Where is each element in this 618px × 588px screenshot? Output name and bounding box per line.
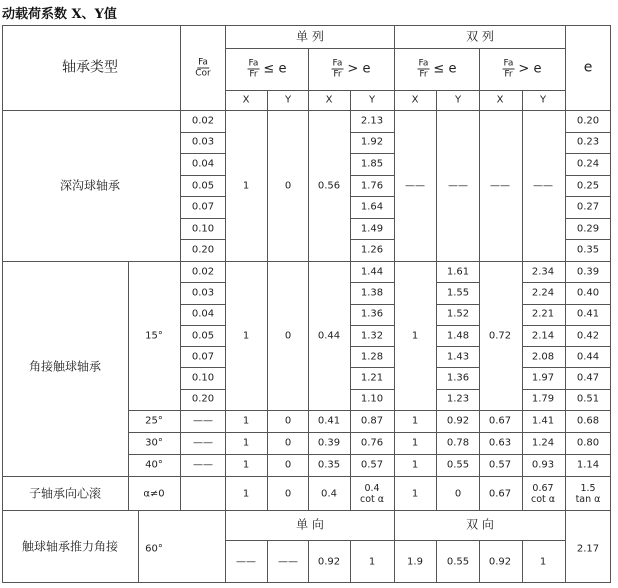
roller-gx: 0.4 bbox=[321, 488, 337, 500]
deep-double-dash: —— bbox=[490, 180, 510, 192]
ang-e-value: 0.39 bbox=[576, 266, 600, 278]
roller-dy: 0 bbox=[454, 488, 462, 500]
deep-double-dash: —— bbox=[405, 180, 425, 192]
gt-symbol: > e bbox=[347, 61, 371, 77]
ang-row-gx: 0.39 bbox=[317, 437, 341, 449]
deep-single-gt-y-value: 2.13 bbox=[360, 115, 384, 127]
ang-double-gt-y-value: 2.08 bbox=[531, 351, 555, 363]
ang-row-dy: 0.92 bbox=[446, 415, 470, 427]
roller-gy-line1: 0.4 bbox=[364, 483, 380, 494]
roller-e-line2: tan α bbox=[575, 494, 601, 505]
ang-row-angle: 30° bbox=[145, 437, 163, 449]
ang-double-le-y-value: 1.61 bbox=[446, 266, 470, 278]
ang-double-gt-y-value: 1.79 bbox=[531, 393, 555, 405]
ang-fa-cor-value: 0.04 bbox=[191, 308, 215, 320]
roller-sy: 0 bbox=[284, 488, 292, 500]
le-symbol: ≤ e bbox=[263, 61, 287, 77]
ang-double-le-y-value: 1.43 bbox=[446, 351, 470, 363]
deep-fa-cor-value: 0.10 bbox=[191, 223, 215, 235]
deep-single-gt-y-value: 1.49 bbox=[360, 223, 384, 235]
ang-row-sy: 0 bbox=[284, 415, 292, 427]
ratio-num: Fa bbox=[248, 58, 259, 69]
roller-dx: 1 bbox=[411, 488, 419, 500]
deep-fa-cor-value: 0.02 bbox=[191, 115, 215, 127]
ang-row-dgy: 1.41 bbox=[531, 415, 555, 427]
ang-double-gt-y-value: 1.97 bbox=[531, 372, 555, 384]
roller-dgy-line1: 0.67 bbox=[532, 483, 554, 494]
ratio-num: Fa bbox=[418, 58, 429, 69]
thrust-dgy: 1 bbox=[539, 556, 547, 568]
thrust-angle: 60° bbox=[145, 543, 163, 555]
ang-row-dx: 1 bbox=[411, 437, 419, 449]
deep-single-gt-y-value: 1.85 bbox=[360, 158, 384, 170]
ang-double-gt-x: 0.72 bbox=[488, 330, 512, 342]
ang-row-gx: 0.41 bbox=[317, 415, 341, 427]
double-le-header bbox=[418, 59, 457, 80]
roller-gy bbox=[360, 483, 384, 505]
deep-single-le-y: 0 bbox=[284, 180, 292, 192]
ang-single-gt-y-value: 1.32 bbox=[360, 330, 384, 341]
ang-row-dx: 1 bbox=[411, 415, 419, 427]
ang-row-dx: 1 bbox=[411, 459, 419, 471]
ang-e-value: 0.41 bbox=[576, 308, 600, 320]
ang-row-dgx: 0.67 bbox=[488, 415, 512, 427]
roller-dgy bbox=[531, 483, 555, 505]
ang-row-dgx: 0.63 bbox=[488, 437, 512, 449]
ang-double-le-y-value: 1.52 bbox=[446, 308, 470, 320]
ang-single-gt-y-value: 1.28 bbox=[360, 351, 384, 363]
ang-row-gx: 0.35 bbox=[317, 459, 341, 471]
ang-row-dy: 0.55 bbox=[446, 459, 470, 471]
gt-symbol: > e bbox=[518, 61, 542, 77]
ang-row-dgy: 1.24 bbox=[531, 437, 555, 449]
deep-single-le-x: 1 bbox=[242, 180, 250, 192]
fa-cor-den: Cor bbox=[195, 68, 211, 79]
ang-row-gy: 0.57 bbox=[360, 459, 384, 471]
ang-row-fa_cor: —— bbox=[193, 415, 213, 427]
col-y-header: Y bbox=[539, 94, 547, 106]
roller-label: 子轴承向心滚 bbox=[28, 486, 102, 501]
deep-single-gt-y-value: 1.26 bbox=[360, 244, 384, 256]
ang-double-gt-y-value: 2.24 bbox=[531, 287, 555, 299]
ang-e-value: 0.44 bbox=[576, 351, 600, 363]
ang-double-le-y-value: 1.55 bbox=[446, 287, 470, 299]
deep-e-value: 0.25 bbox=[576, 180, 600, 191]
ang-row-dgy: 0.93 bbox=[531, 459, 555, 471]
col-y-header: Y bbox=[454, 94, 462, 106]
ang-fa-cor-value: 0.10 bbox=[191, 372, 215, 384]
ang-e-value: 0.51 bbox=[576, 393, 600, 405]
ang-row-gy: 0.76 bbox=[360, 437, 384, 449]
thrust-label: 触球轴承推力角接 bbox=[21, 539, 119, 554]
ang-single-le-x: 1 bbox=[242, 330, 250, 342]
ang-row-e: 1.14 bbox=[576, 459, 600, 471]
deep-single-gt-y-value: 1.64 bbox=[360, 201, 384, 213]
fa-cor-header bbox=[194, 58, 212, 79]
deep-fa-cor-value: 0.04 bbox=[191, 158, 215, 170]
ang-single-gt-y-value: 1.38 bbox=[360, 287, 384, 299]
single-row-header: 单 列 bbox=[296, 29, 324, 44]
thrust-dash: —— bbox=[236, 556, 256, 568]
col-y-header: Y bbox=[284, 94, 292, 106]
roller-e-line1: 1.5 bbox=[580, 483, 596, 494]
single-le-header bbox=[248, 59, 287, 80]
col-y-header: Y bbox=[368, 94, 376, 106]
ang-row-fa_cor: —— bbox=[193, 459, 213, 471]
deep-e-value: 0.27 bbox=[576, 201, 600, 213]
ang-double-gt-y-value: 2.21 bbox=[531, 308, 555, 320]
deep-single-gt-y-value: 1.92 bbox=[360, 136, 384, 148]
double-direction: 双 向 bbox=[466, 517, 494, 532]
ang-row-sx: 1 bbox=[242, 437, 250, 449]
deep-double-dash: —— bbox=[533, 180, 553, 192]
ang-single-gt-x: 0.44 bbox=[317, 330, 341, 342]
ang-fa-cor-value: 0.03 bbox=[191, 287, 215, 299]
roller-sx: 1 bbox=[242, 488, 250, 500]
deep-groove-label: 深沟球轴承 bbox=[59, 178, 121, 193]
ang-row-angle: 25° bbox=[145, 415, 163, 427]
roller-alpha: α≠0 bbox=[143, 488, 165, 500]
deep-e-value: 0.24 bbox=[576, 158, 600, 170]
roller-dgx: 0.67 bbox=[488, 488, 512, 500]
ang-row-gy: 0.87 bbox=[360, 415, 384, 427]
ang-single-gt-y-value: 1.21 bbox=[360, 372, 384, 384]
ang-row-dgx: 0.57 bbox=[488, 459, 512, 471]
angle-15: 15° bbox=[145, 330, 163, 342]
ang-single-gt-y-value: 1.36 bbox=[360, 308, 384, 320]
col-x-header: X bbox=[496, 94, 504, 106]
ang-fa-cor-value: 0.05 bbox=[191, 330, 215, 341]
ang-fa-cor-value: 0.02 bbox=[191, 266, 215, 278]
e-header: e bbox=[583, 59, 593, 76]
single-gt-header bbox=[332, 59, 371, 80]
ang-row-sy: 0 bbox=[284, 437, 292, 449]
ang-row-dy: 0.78 bbox=[446, 437, 470, 449]
le-symbol: ≤ e bbox=[433, 61, 457, 77]
single-direction: 单 向 bbox=[296, 517, 324, 532]
ang-double-gt-y-value: 2.34 bbox=[531, 266, 555, 278]
deep-e-value: 0.35 bbox=[576, 244, 600, 256]
ang-row-e: 0.80 bbox=[576, 437, 600, 449]
ang-single-gt-y-value: 1.10 bbox=[360, 393, 384, 405]
roller-dgy-line2: cot α bbox=[530, 494, 556, 505]
angular-contact-label: 角接触球轴承 bbox=[28, 359, 102, 374]
ratio-num: Fa bbox=[332, 58, 343, 69]
ang-double-gt-y-value: 2.14 bbox=[531, 330, 555, 341]
thrust-dgx: 0.92 bbox=[488, 556, 512, 568]
col-x-header: X bbox=[411, 94, 419, 106]
ang-fa-cor-value: 0.07 bbox=[191, 351, 215, 363]
ang-row-e: 0.68 bbox=[576, 415, 600, 427]
ratio-den: Fr bbox=[419, 69, 428, 80]
ang-e-value: 0.47 bbox=[576, 372, 600, 384]
ratio-den: Fr bbox=[333, 69, 342, 80]
ang-row-sx: 1 bbox=[242, 415, 250, 427]
double-row-header: 双 列 bbox=[466, 29, 494, 44]
ang-single-le-y: 0 bbox=[284, 330, 292, 342]
ang-double-le-y-value: 1.48 bbox=[446, 330, 470, 341]
deep-e-value: 0.20 bbox=[576, 115, 600, 127]
deep-single-gt-x: 0.56 bbox=[317, 180, 341, 192]
deep-fa-cor-value: 0.07 bbox=[191, 201, 215, 213]
ratio-num: Fa bbox=[503, 58, 514, 69]
ratio-den: Fr bbox=[504, 69, 513, 80]
double-gt-header bbox=[503, 59, 542, 80]
ang-row-fa_cor: —— bbox=[193, 437, 213, 449]
ang-double-le-y-value: 1.36 bbox=[446, 372, 470, 384]
ang-e-value: 0.40 bbox=[576, 287, 600, 299]
thrust-gx: 0.92 bbox=[317, 556, 341, 568]
roller-gy-line2: cot α bbox=[359, 494, 385, 505]
deep-e-value: 0.23 bbox=[576, 136, 600, 148]
deep-single-gt-y-value: 1.76 bbox=[360, 180, 384, 191]
ang-row-sx: 1 bbox=[242, 459, 250, 471]
deep-fa-cor-value: 0.03 bbox=[191, 136, 215, 148]
deep-e-value: 0.29 bbox=[576, 223, 600, 235]
ang-double-le-y-value: 1.23 bbox=[446, 393, 470, 405]
ang-row-angle: 40° bbox=[145, 459, 163, 471]
deep-fa-cor-value: 0.20 bbox=[191, 244, 215, 256]
thrust-dx: 1.9 bbox=[407, 556, 423, 568]
page-title: 动载荷系数 X、Y值 bbox=[2, 7, 117, 22]
col-x-header: X bbox=[242, 94, 250, 106]
col-x-header: X bbox=[325, 94, 333, 106]
ang-row-sy: 0 bbox=[284, 459, 292, 471]
ang-e-value: 0.42 bbox=[576, 330, 600, 341]
thrust-dy: 0.55 bbox=[446, 556, 470, 568]
ratio-den: Fr bbox=[249, 69, 258, 80]
deep-double-dash: —— bbox=[448, 180, 468, 192]
deep-fa-cor-value: 0.05 bbox=[191, 180, 215, 191]
thrust-e: 2.17 bbox=[576, 543, 600, 555]
roller-e bbox=[576, 483, 601, 505]
bearing-type-header: 轴承类型 bbox=[62, 59, 118, 76]
ang-fa-cor-value: 0.20 bbox=[191, 393, 215, 405]
thrust-dash: —— bbox=[278, 556, 298, 568]
thrust-gy: 1 bbox=[368, 556, 376, 568]
ang-double-le-x: 1 bbox=[411, 330, 419, 342]
fa-cor-num: Fa bbox=[198, 57, 208, 68]
ang-single-gt-y-value: 1.44 bbox=[360, 266, 384, 278]
